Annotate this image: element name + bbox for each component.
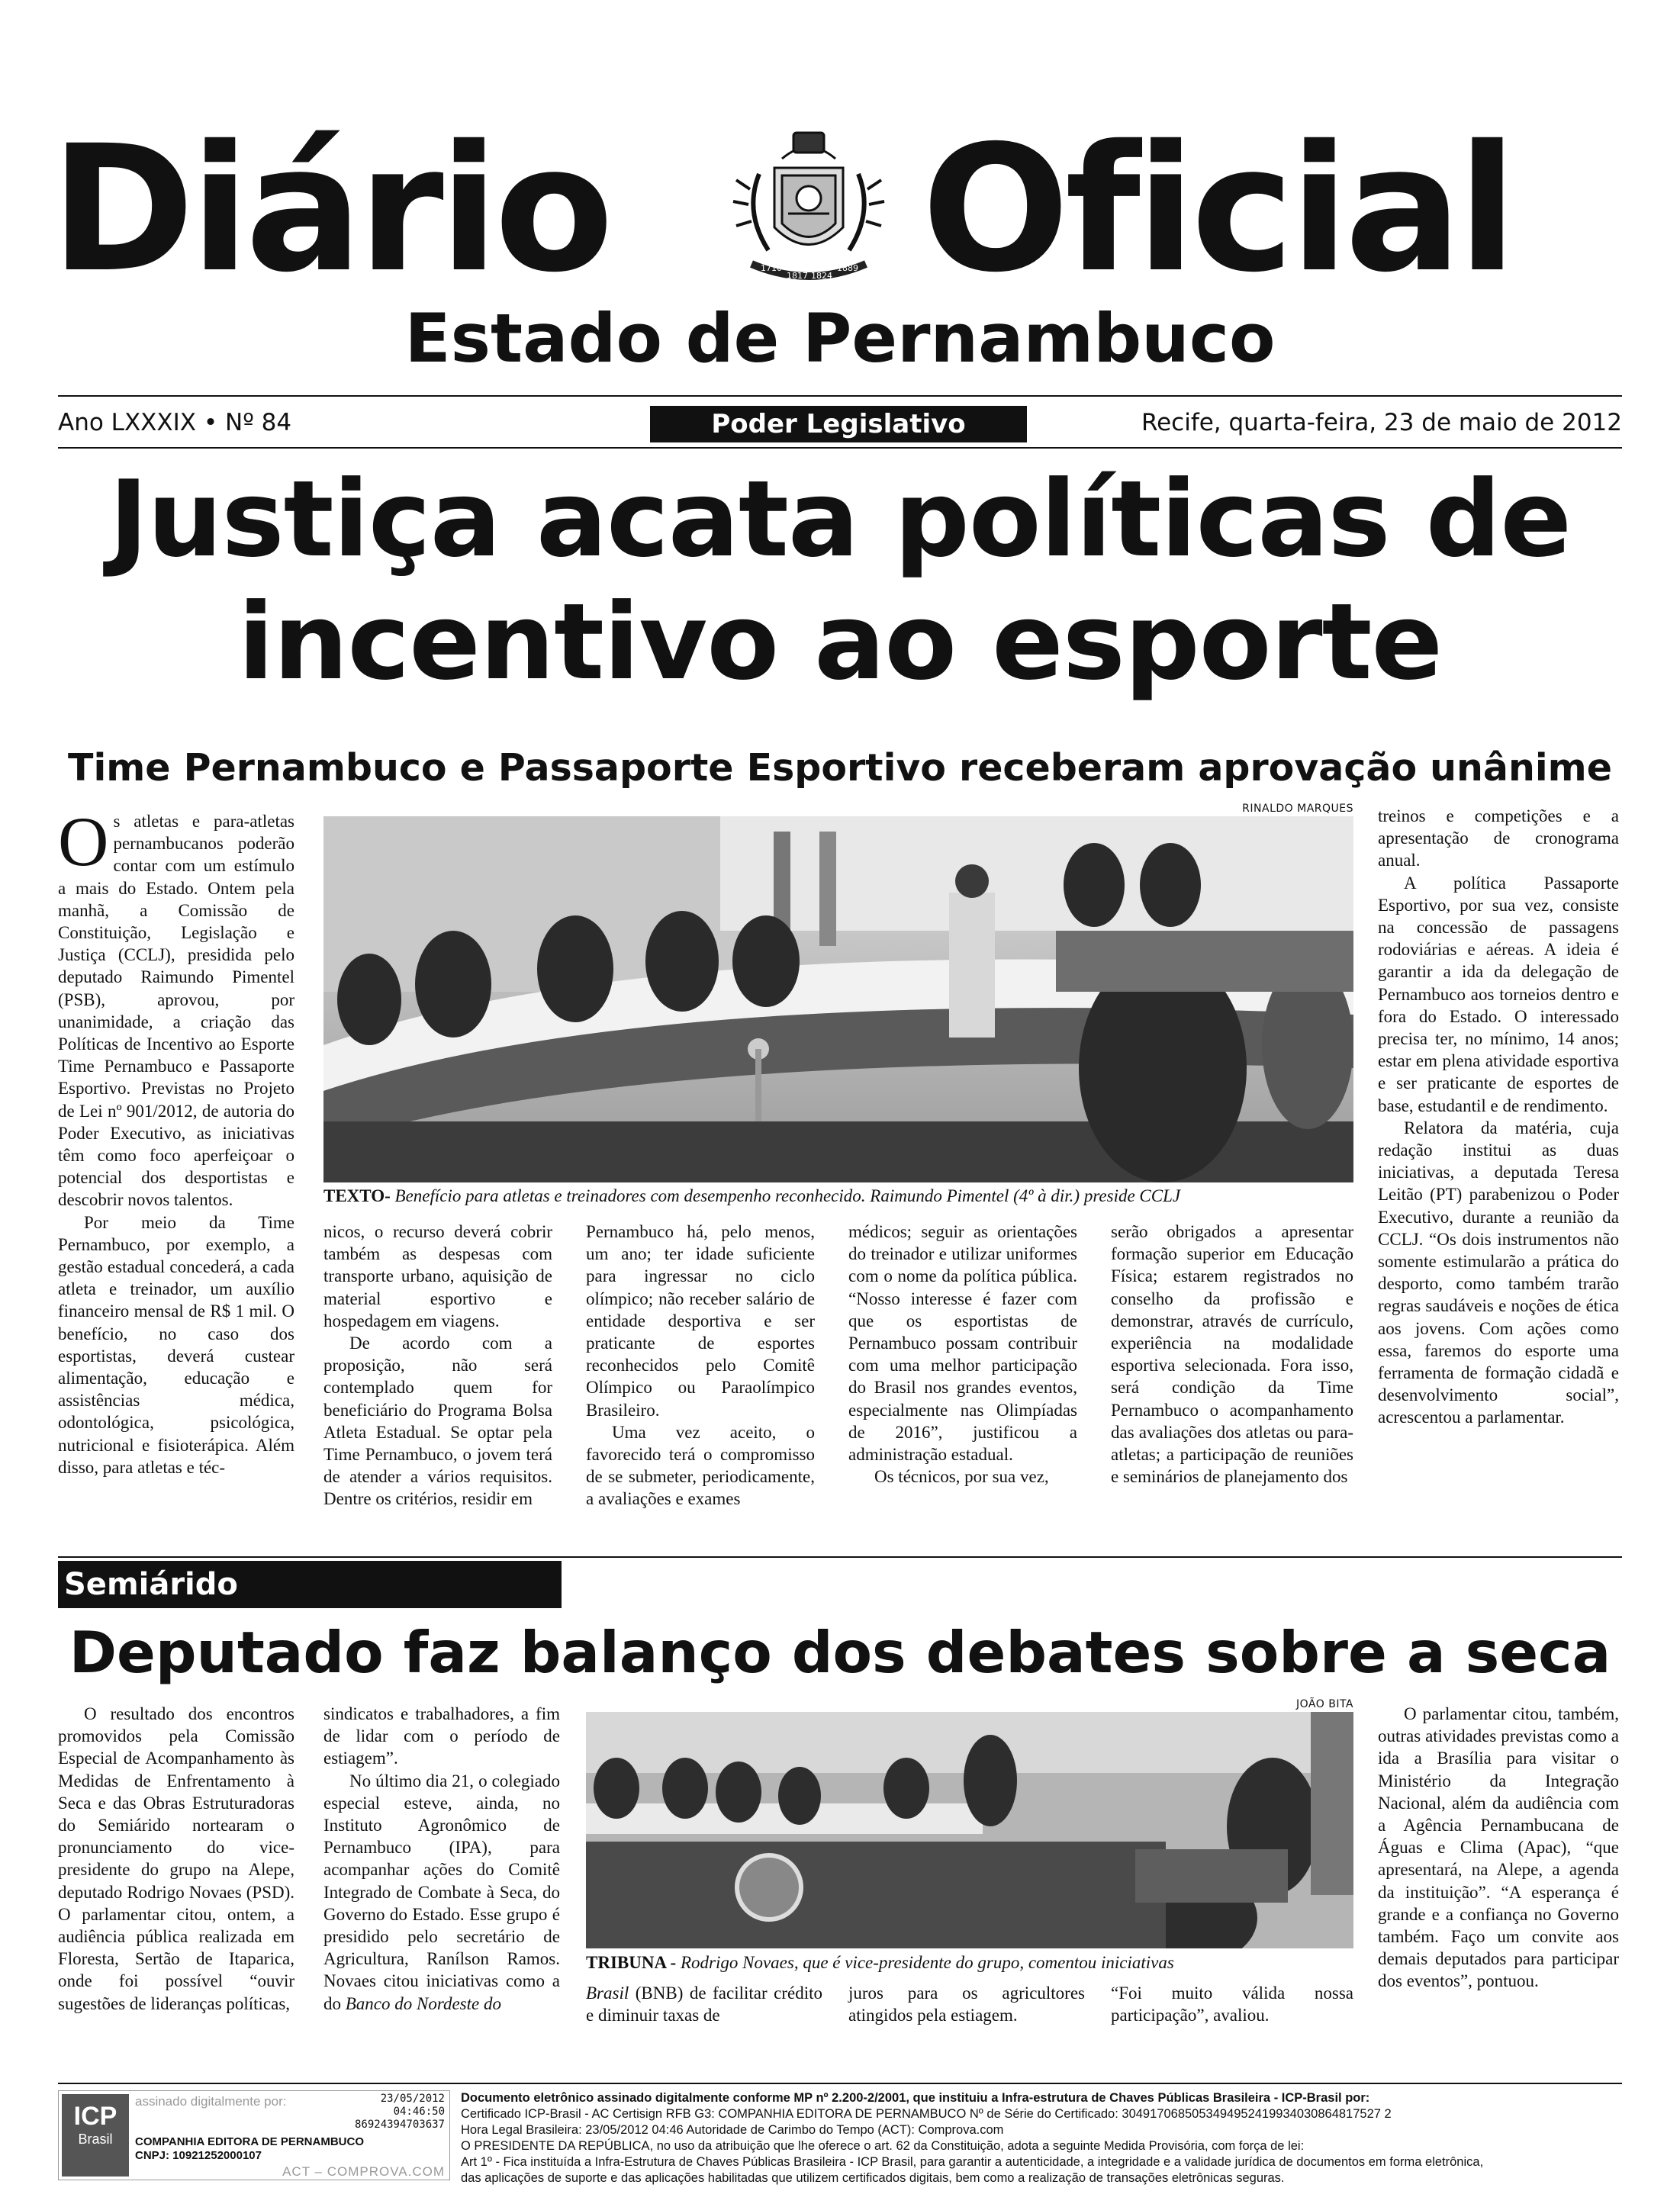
seal-year-2: 1817 bbox=[787, 271, 808, 281]
masthead-diario: Diário bbox=[50, 108, 610, 310]
notice-line-1: Documento eletrônico assinado digitalmente conforme MP nº 2.200-2/2001, que instituiu a Infra-estrutura de Chaves Públicas Brasileira - ICP-Brasil por: bbox=[461, 2091, 1370, 2105]
story2-col2-p1: sindicatos e trabalhadores, a fim de lidar com o período de estiagem”. bbox=[323, 1704, 560, 1768]
story1-col1-p2: Por meio da Time Pernambuco, por exemplo, a gestão estadual concederá, a cada atleta e treinador, um auxílio financeiro mensal de R$ 1 mil. O benefício, no caso dos esportistas, deverá custear alimentação, educação e assistências médica, odontológica, psicológica, nutricional e fisioterápica. Além disso, para atletas e téc- bbox=[58, 1212, 294, 1477]
icp-logo-text: ICP bbox=[73, 2102, 117, 2131]
story1-col6-p2: A política Passaporte Esportivo, por sua vez, consiste na concessão de passagens rodoviárias e aéreas. A ideia é garantir a ida da delegação de Pernambuco aos torneios dentro e fora do Estado. O interessado precisa ter, no mínimo, 14 anos; estar em plena atividade esportiva e ser praticante de esportes de base, estudantil e de rendimento. bbox=[1378, 873, 1619, 1115]
story1-col4-p2: Os técnicos, por sua vez, bbox=[874, 1467, 1049, 1487]
stamp-act: ACT – COMPROVA.COM bbox=[282, 2164, 445, 2179]
story1-column-3 bbox=[586, 1221, 815, 1511]
masthead-oficial: Oficial bbox=[922, 108, 1513, 310]
story1-col6-p1: treinos e competições e a apresentação de cronograma anual. bbox=[1378, 806, 1619, 870]
masthead-subtitle: Estado de Pernambuco bbox=[404, 299, 1276, 378]
issue-date: Recife, quarta-feira, 23 de maio de 2012 bbox=[1141, 409, 1622, 436]
story1-col1-p1: s atletas e para-atletas pernambucanos poderão contar com um estímulo a mais do Estado. Ontem pela manhã, a Comissão de Constituição, Legislação e Justiça (CCLJ), presidida pelo deputado Raimundo Pimentel (PSB), aprovou, por unanimidade, a criação das Políticas de Incentivo ao Esporte Time Pernambuco e Passaporte Esportivo. Previstas no Projeto de Lei nº 901/2012, de autoria do Poder Executivo, as iniciativas têm como foco aperfeiçoar o potencial dos desportistas e descobrir novos talentos. bbox=[58, 812, 294, 1210]
notice-line-5: Art 1º - Fica instituída a Infra-Estrutura de Chaves Públicas Brasileira - ICP Brasil, para garantir a autenticidade, a integridade e a validade jurídica de documentos em forma eletrônica, bbox=[461, 2155, 1484, 2169]
issue-number: Ano LXXXIX • Nº 84 bbox=[58, 409, 292, 436]
story2-under-col1-italic: Brasil bbox=[586, 1983, 629, 2003]
photo2-image bbox=[586, 1712, 1353, 1948]
photo1-caption-label: TEXTO- bbox=[323, 1186, 391, 1205]
story2-col1-p1: O resultado dos encontros promovidos pela Comissão Especial de Acompanhamento às Medidas de Enfrentamento à Seca e das Obras Estruturadoras do Semiárido nortearam o pronunciamento do vice-presidente do grupo na Alepe, deputado Rodrigo Novaes (PSD). O parlamentar citou, ontem, a audiência pública realizada em Floresta, Sertão de Itaparica, onde foi possível “ouvir sugestões de lideranças políticas, bbox=[58, 1704, 294, 2013]
photo2-caption bbox=[586, 1953, 1357, 1973]
photo2-caption-text: Rodrigo Novaes, que é vice-presidente do grupo, comentou iniciativas bbox=[676, 1953, 1174, 1972]
story1-col3-p1: Pernambuco há, pelo menos, um ano; ter idade suficiente para ingressar no ciclo olímpico; não receber salário de entidade desportiva e ser praticante de esportes reconhecidos pelo Comitê Olímpico ou Paraolímpico Brasileiro. bbox=[586, 1222, 815, 1420]
story1-col2-p2: De acordo com a proposição, não será contemplado quem for beneficiário do Programa Bolsa Atleta Estadual. Se optar pela Time Pernambuco, o jovem terá de atender a vários requisitos. Dentre os critérios, residir em bbox=[323, 1334, 552, 1509]
stamp-company: COMPANHIA EDITORA DE PERNAMBUCO bbox=[135, 2135, 365, 2148]
story1-column-5 bbox=[1111, 1221, 1353, 1488]
photo-tribune-speech bbox=[586, 1712, 1353, 1948]
seal-year-3: 1824 bbox=[811, 271, 832, 281]
story2-column-1 bbox=[58, 1703, 294, 2015]
stamp-code: 86924394703637 bbox=[354, 2119, 445, 2131]
story2-under-col3 bbox=[1111, 1982, 1353, 2026]
main-headline bbox=[0, 458, 1680, 704]
main-headline-line2: incentivo ao esporte bbox=[237, 581, 1443, 704]
photo1-image bbox=[323, 816, 1353, 1182]
story1-column-4 bbox=[848, 1221, 1077, 1488]
stamp-cnpj: CNPJ: 10921252000107 bbox=[135, 2149, 262, 2162]
notice-line-6: das aplicações de suporte e das aplicações habilitadas que utilizem certificados digitais, bem como a realização de transações eletrônicas seguras. bbox=[461, 2171, 1285, 2185]
photo1-credit: RINALDO MARQUES bbox=[1242, 803, 1353, 815]
photo-committee-meeting bbox=[323, 816, 1353, 1182]
stamp-label: assinado digitalmente por: bbox=[135, 2094, 287, 2109]
story2-column-2 bbox=[323, 1703, 560, 2015]
story2-under-col1-text: (BNB) de facilitar crédito e diminuir taxas de bbox=[586, 1983, 822, 2025]
story2-under-col2 bbox=[848, 1982, 1085, 2026]
notice-line-4: O PRESIDENTE DA REPÚBLICA, no uso da atribuição que lhe oferece o art. 62 da Constituição, adota a seguinte Medida Provisória, com força de lei: bbox=[461, 2139, 1305, 2153]
seal-year-1: 1710 bbox=[761, 263, 782, 273]
story1-col4-p1: médicos; seguir as orientações do treinador e utilizar uniformes com o nome da política pública. “Nosso interesse é fazer com que os esportistas de Pernambuco possam contribuir com uma melhor participação do Brasil nos grandes eventos, especialmente nas Olimpíadas de 2016”, justificou a administração estadual. bbox=[848, 1222, 1077, 1465]
stamp-date: 23/05/2012 bbox=[380, 2093, 445, 2105]
stamp-time: 04:46:50 bbox=[393, 2106, 445, 2118]
digital-signature-stamp bbox=[58, 2090, 450, 2180]
dropcap: O bbox=[58, 803, 109, 880]
story2-col2-p2: No último dia 21, o colegiado especial esteve, ainda, no Instituto Agronômico de Pernambuco (IPA), para acompanhar ações do Comitê Integrado de Combate à Seca, do Governo do Estado. Esse grupo é presidido pelo secretário de Agricultura, Ranílson Ramos. Novaes citou iniciativas como a do bbox=[323, 1771, 560, 2013]
story1-column-1 bbox=[58, 803, 294, 1478]
story2-under-col1 bbox=[586, 1982, 822, 2026]
seal-year-4: 1889 bbox=[837, 263, 858, 273]
photo2-caption-label: TRIBUNA - bbox=[586, 1953, 677, 1972]
story2-headline: Deputado faz balanço dos debates sobre a seca bbox=[69, 1619, 1611, 1686]
story1-col5-p1: serão obrigados a apresentar formação superior em Educação Física; estarem registrados no conselho da profissão e demonstrar, através de currículo, experiência na modalidade esportiva selecionada. Fora isso, será condição da Time Pernambuco o acompanhamento das avaliações dos atletas ou para-atletas; a participação de reuniões e seminários de planejamento dos bbox=[1111, 1222, 1353, 1487]
masthead-rule-bottom bbox=[58, 447, 1622, 449]
section-rule bbox=[58, 1556, 1622, 1558]
story1-col2-p1: nicos, o recurso deverá cobrir também as despesas com transporte urbano, aquisição de material esportivo e hospedagem em viagens. bbox=[323, 1222, 552, 1330]
photo2-credit: JOÃO BITA bbox=[1296, 1698, 1353, 1710]
stamp-datetime bbox=[311, 2093, 445, 2131]
main-headline-line1: Justiça acata políticas de bbox=[108, 458, 1572, 581]
story2-column-6 bbox=[1378, 1703, 1619, 1993]
story2-col6-p1: O parlamentar citou, também, outras atividades previstas como a ida a Brasília para visitar o Ministério da Integração Nacional, além da audiência com a Agência Pernambucana de Águas e Clima (Apac), “que apresentará, na Alepe, a agenda da instituição”. “A esperança é grande e a confiança no Governo também. Faço um convite aos demais deputados para participar dos eventos”, pontuou. bbox=[1378, 1704, 1619, 1991]
story2-under-col2-text: juros para os agricultores atingidos pela estiagem. bbox=[848, 1983, 1085, 2025]
section-tag-semiarido: Semiárido bbox=[58, 1561, 562, 1608]
story2-under-col3-text: “Foi muito válida nossa participação”, avaliou. bbox=[1111, 1983, 1353, 2025]
photo1-caption-text: Benefício para atletas e treinadores com desempenho reconhecido. Raimundo Pimentel (4º à dir.) preside CCLJ bbox=[390, 1186, 1181, 1205]
section-badge: Poder Legislativo bbox=[650, 406, 1027, 442]
story1-column-6 bbox=[1378, 805, 1619, 1429]
story1-column-2 bbox=[323, 1221, 552, 1511]
story1-col3-p2: Uma vez aceito, o favorecido terá o compromisso de se submeter, periodicamente, a avaliações e exames bbox=[586, 1422, 815, 1509]
story1-col6-p3: Relatora da matéria, cuja redação institui as duas iniciativas, a deputada Teresa Leitão (PT) parabenizou o Poder Executivo, durante a reunião da CCLJ. “Os dois instrumentos não somente estimularão a prática do desporto, como também trarão regras saudáveis e noções de ética aos jovens. Com ações como essa, faremos do esporte uma ferramenta de formação cidadã e desenvolvimento social”, acrescentou a parlamentar. bbox=[1378, 1118, 1619, 1427]
masthead-rule-top bbox=[58, 395, 1622, 397]
notice-line-2: Certificado ICP-Brasil - AC Certisign RFB G3: COMPANHIA EDITORA DE PERNAMBUCO Nº de Série do Certificado: 3049170685053494952419934030864817527 2 bbox=[461, 2107, 1392, 2121]
state-coat-of-arms-seal bbox=[729, 128, 889, 298]
footer-rule bbox=[58, 2083, 1622, 2084]
photo1-caption bbox=[323, 1186, 1361, 1206]
signature-notice bbox=[461, 2090, 1620, 2186]
icp-logo-subtext: Brasil bbox=[78, 2131, 113, 2147]
notice-line-3: Hora Legal Brasileira: 23/05/2012 04:46 Autoridade de Carimbo do Tempo (ACT): Comprova.com bbox=[461, 2123, 1004, 2137]
story2-col2-italic: Banco do Nordeste do bbox=[345, 1993, 501, 2013]
icp-brasil-logo bbox=[62, 2094, 129, 2177]
main-deck: Time Pernambuco e Passaporte Esportivo receberam aprovação unânime bbox=[68, 746, 1612, 790]
